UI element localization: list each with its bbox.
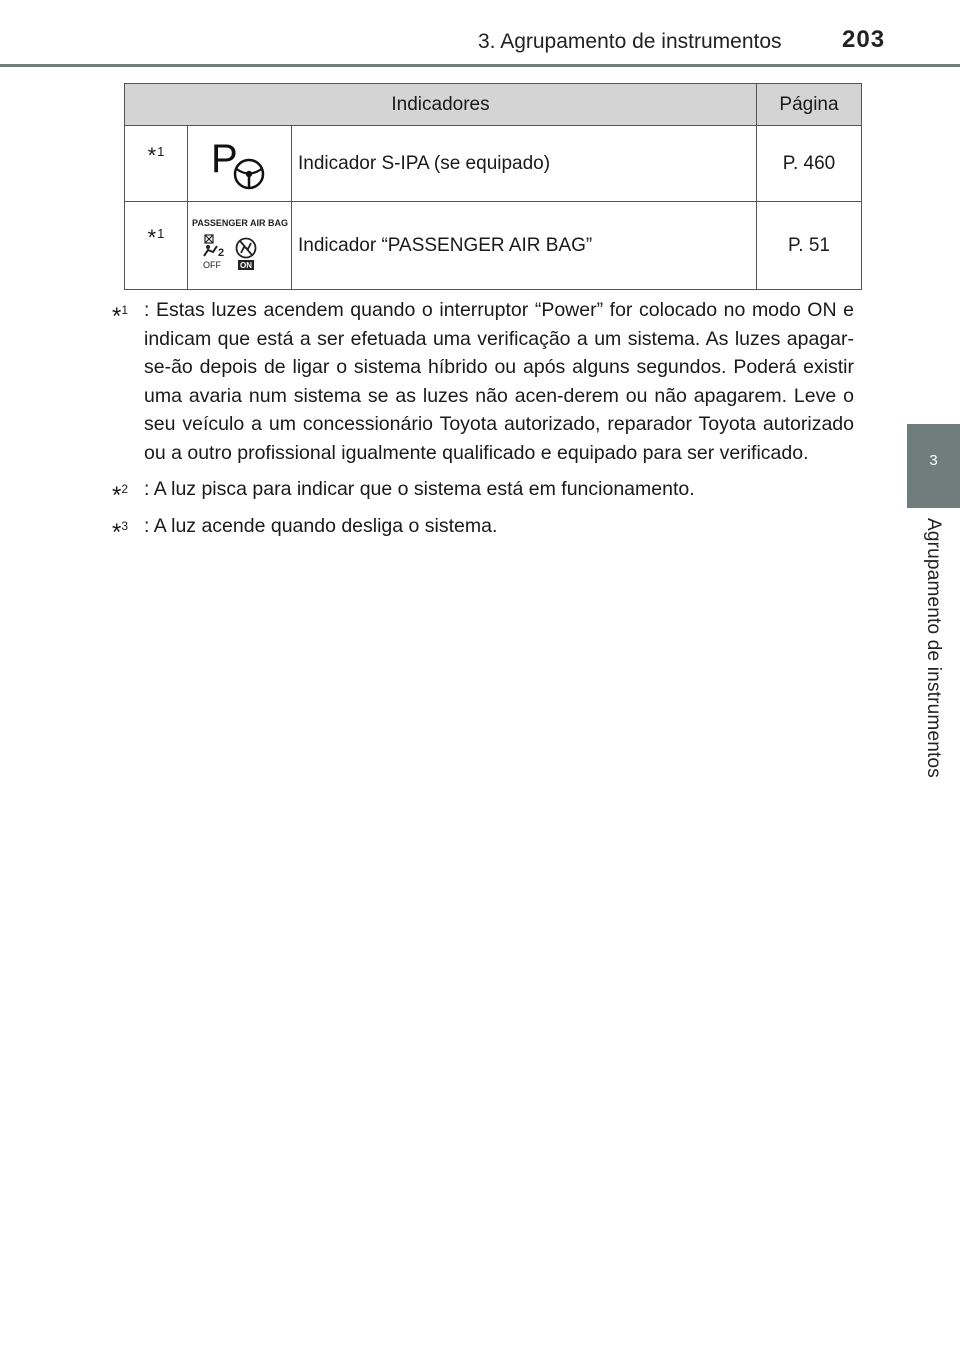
icon-on-label: ON — [239, 260, 252, 270]
chapter-tab-number: 3 — [929, 452, 938, 469]
airbag-on-symbol — [236, 238, 255, 270]
asterisk: * — [112, 518, 122, 546]
page-number: 203 — [842, 26, 886, 53]
footnote-text: : A luz acende quando desliga o sistema. — [144, 514, 498, 537]
footnote-text: : Estas luzes acendem quando o interruptor “Power” for colocado no modo ON e indicam que está a ser efetuada uma verificação a um sistema. As luzes apagar-se-ão depois de ligar o sistema híbrido ou após alguns segundos. Poderá existir uma avaria num sistema se as luzes não acen-derem ou não apagarem. Leve o seu veículo a um concessionário Toyota autorizado, reparador Toyota autorizado ou a outro profissional igualmente qualificado e equipado para ser verificado. — [144, 299, 854, 464]
table-row — [125, 202, 862, 290]
description-cell: Indicador S-IPA (se equipado) — [292, 126, 757, 202]
icon-caption: PASSENGER AIR BAG — [191, 217, 288, 228]
airbag-off-symbol — [203, 235, 224, 270]
header-indicators: Indicadores — [125, 84, 757, 126]
indicators-table — [124, 83, 862, 290]
s-ipa-parking-steering-icon — [209, 136, 271, 192]
footnote-text: : A luz pisca para indicar que o sistema está em funcionamento. — [144, 478, 695, 500]
footnote-number: 2 — [121, 482, 129, 496]
footnote-1 — [112, 296, 854, 467]
header-title: 3. Agrupamento de instrumentos — [478, 30, 782, 53]
asterisk: * — [147, 224, 157, 250]
footnote-marker — [112, 512, 128, 547]
footnotes — [112, 296, 854, 548]
footnote-marker — [125, 143, 187, 169]
footnote-number: 1 — [157, 143, 165, 159]
footnote-number: 3 — [121, 518, 129, 533]
asterisk: * — [112, 303, 122, 330]
passenger-airbag-icon — [190, 216, 290, 276]
icon-off-label: OFF — [202, 259, 221, 270]
footnote-marker — [125, 225, 187, 251]
footnote-3 — [112, 512, 854, 546]
description-cell: Indicador “PASSENGER AIR BAG” — [292, 202, 757, 290]
header-page: Página — [757, 84, 862, 126]
icon-cell — [188, 202, 292, 290]
footnote-marker-cell — [125, 202, 188, 290]
footnote-number: 1 — [121, 303, 129, 317]
svg-text:2: 2 — [217, 246, 224, 259]
footnote-marker-cell — [125, 126, 188, 202]
asterisk: * — [112, 482, 122, 509]
icon-letter: P — [210, 136, 238, 181]
page-reference[interactable]: P. 51 — [757, 202, 862, 290]
header-divider — [0, 64, 960, 67]
table-row — [125, 126, 862, 202]
asterisk: * — [147, 142, 157, 168]
table-header-row — [125, 84, 862, 126]
footnote-2 — [112, 475, 854, 509]
footnote-number: 1 — [157, 225, 165, 241]
icon-cell — [188, 126, 292, 202]
chapter-tab-label: Agrupamento de instrumentos — [923, 518, 944, 778]
footnote-marker — [112, 296, 128, 331]
footnote-marker — [112, 475, 128, 510]
page-reference[interactable]: P. 460 — [757, 126, 862, 202]
chapter-tab[interactable] — [907, 424, 960, 508]
